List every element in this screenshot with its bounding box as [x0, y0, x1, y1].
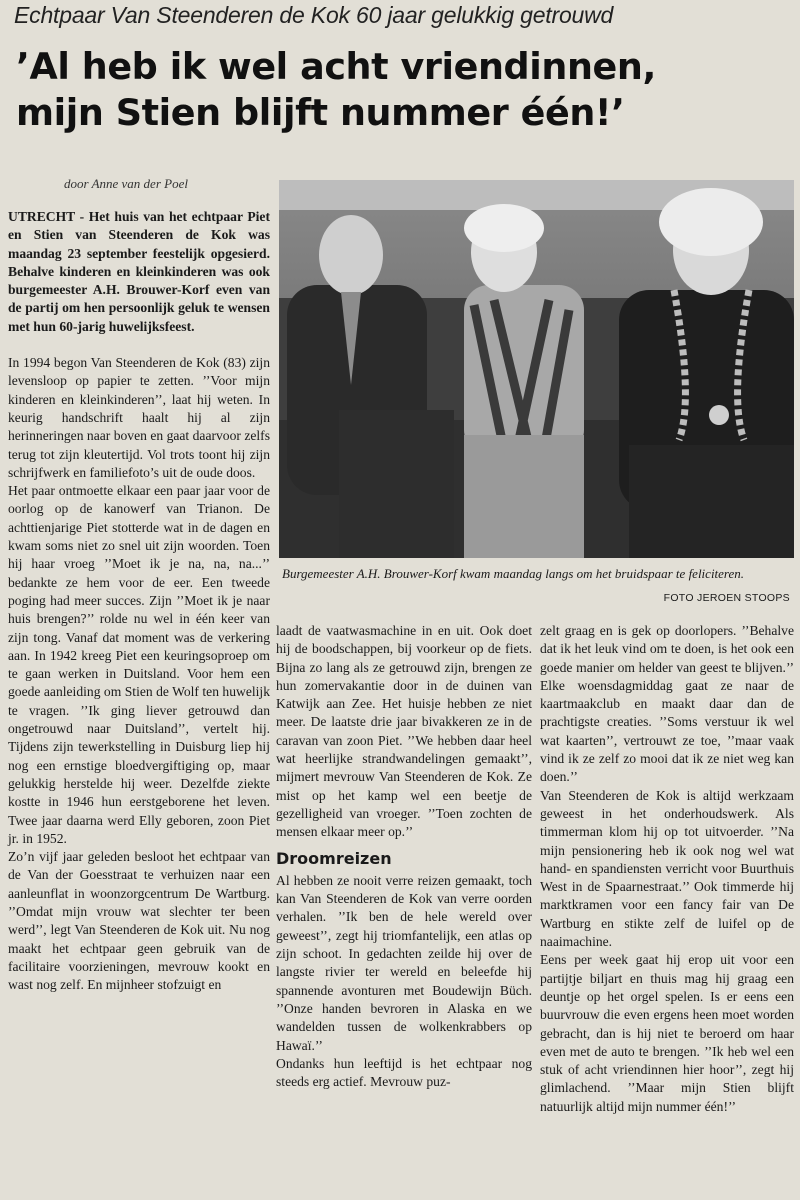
- article-photo: [279, 180, 794, 558]
- dateline: UTRECHT: [8, 209, 75, 224]
- body-paragraph: Al hebben ze nooit verre reizen gemaakt, toch kan Van Steenderen de Kok van verre oorden verhalen. ’’Ik ben de hele wereld over geweest’’, zegt hij triomfantelijk, een atlas op zijn schoot. In gedachten zeilde hij over de langste rivier ter wereld en beleefde hij spannende avonturen met Boudewijn Büch. ’’Onze handen bevroren in Alaska en we wandelden tussen de wolkenkrabbers op Hawaï.’’: [276, 872, 532, 1053]
- lead-text: - Het huis van het echtpaar Piet en Stien van Steenderen de Kok was maandag 23 september feestelijk opgesierd. Behalve kinderen en kleinkinderen was ook burgemeester A.H. Brouwer-Korf even van de partij om hen persoonlijk geluk te wensen met hun 60-jarig huwelijksfeest.: [8, 209, 270, 334]
- column-left: [8, 208, 270, 994]
- lead-paragraph: [8, 208, 270, 336]
- photo-caption: Burgemeester A.H. Brouwer-Korf kwam maandag langs om het bruidspaar te feliciteren.: [282, 566, 745, 581]
- body-paragraph: Het paar ontmoette elkaar een paar jaar voor de oorlog op de kanowerf van Trianon. De achttienjarige Piet stotterde wat in de dagen en kwam soms niet zo snel uit zijn woorden. Toen hij haar vroeg ’’Moet ik je na, na, na...’’ bedankte ze hem voor de eer. Een tweede poging had meer succes. Zijn ’’Moet ik je naar huis brengen?’’ rolde nu wel in één keer van zijn tong. Vanaf dat moment was de verkering aan. In 1942 kreeg Piet een keuringsoproep om te gaan werken in Duitsland. Voor hem een goede aanleiding om Stien de Wolf ten huwelijk te vragen. ’’Ik ging liever getrouwd dan ongetrouwd naar Duitsland’’, vertelt hij. Tijdens zijn tewerkstelling in Duisburg liep hij nog een ernstige bloedvergiftiging op, maar gelukkig herstelde hij weer. Dezelfde ziekte kostte in 1946 hun eerstgeborene het leven. Twee jaar daarna werd Elly geboren, zoon Piet jr. in 1952.: [8, 483, 270, 846]
- column-middle: [276, 622, 532, 1091]
- headline: [16, 44, 796, 136]
- kicker: Echtpaar Van Steenderen de Kok 60 jaar gelukkig getrouwd: [14, 2, 614, 28]
- body-paragraph: Eens per week gaat hij erop uit voor een partijtje biljart en thuis mag hij graag een deuntje op het orgel spelen. Is er eens een buurvrouw die even ergens heen moet worden gebracht, dan is hij niet te beroerd om haar even met de auto te brengen. ’’Ik heb wel een stuk of acht vriendinnen hier hoor’’, zegt hij glimlachend. ’’Maar mijn Stien blijft natuurlijk altijd mijn nummer één!’’: [540, 952, 794, 1114]
- body-paragraph: zelt graag en is gek op doorlopers. ’’Behalve dat ik het leuk vind om te doen, is het ook een goede manier om helder van geest te blijven.’’ Elke woensdagmiddag gaat ze naar de kaartmaakclub en maakt daar dan de prachtigste creaties. ’’Soms verstuur ik wel wat kaarten’’, vertrouwt ze toe, ’’maar vaak vind ik ze zelf zo mooi dat ik ze niet weg kan doen.’’: [540, 623, 794, 785]
- photo-illustration: [279, 180, 794, 558]
- body-paragraph: Zo’n vijf jaar geleden besloot het echtpaar van de Van der Goesstraat te verhuizen naar een aanleunflat in woonzorgcentrum De Wartburg. ’’Omdat mijn vrouw wat slechter ter been werd’’, legt Van Steenderen de Kok uit. Nu nog maakt het echtpaar geen gebruik van de facilitaire voorzieningen, mevrouw kookt en wast nog zelf. En mijnheer stofzuigt en: [8, 849, 270, 993]
- body-paragraph: laadt de vaatwasmachine in en uit. Ook doet hij de boodschappen, bij voorkeur op de fiets. Bijna zo lang als ze getrouwd zijn, brengen ze hun zomervakantie door in de duinen van Katwijk aan Zee. Het huisje hebben ze niet meer. De laatste drie jaar bivakkeren ze in de caravan van zoon Piet. ’’We hebben daar heel wat heerlijke strandwandelingen gemaakt’’, mijmert mevrouw Van Steenderen de Kok. Ze mist op het kamp wel een beetje de gezelligheid van vroeger. ’’Toen zochten de mensen elkaar meer op.’’: [276, 623, 532, 840]
- headline-line-1: ’Al heb ik wel acht vriendinnen,: [16, 45, 656, 88]
- body-paragraph: In 1994 begon Van Steenderen de Kok (83) zijn levensloop op papier te zetten. ’’Voor mijn kinderen en kleinkinderen’’, laat hij weten. In keurig handschrift haalt hij al zijn herinneringen naar boven en gaat daarvoor zelfs terug tot zijn kleutertijd. Vol trots toont hij zijn schrijfwerk en familiefoto’s uit de oude doos.: [8, 355, 270, 480]
- body-paragraph: Van Steenderen de Kok is altijd werkzaam geweest in het onderhoudswerk. Als timmerman klom hij op tot uitvoerder. ’’Na mijn pensionering heb ik ook nog wel wat hand- en spandiensten verricht voor Buurthuis West in de Spaarnestraat.’’ Ook timmerde hij marktkramen voor een fancy fair van De Wartburg en stikte zelf de luifel op de naaimachine.: [540, 787, 794, 950]
- headline-line-2: mijn Stien blijft nummer één!’: [16, 91, 625, 134]
- subheading: Droomreizen: [276, 848, 392, 868]
- column-right: [540, 622, 794, 1116]
- photo-credit: FOTO JEROEN STOOPS: [663, 592, 790, 604]
- byline: door Anne van der Poel: [64, 176, 188, 191]
- body-paragraph: Ondanks hun leeftijd is het echtpaar nog steeds erg actief. Mevrouw puz-: [276, 1055, 532, 1090]
